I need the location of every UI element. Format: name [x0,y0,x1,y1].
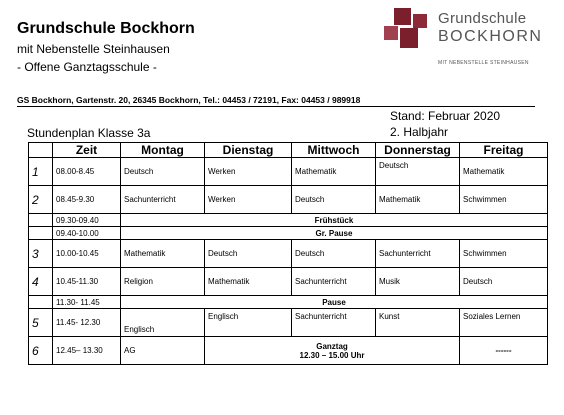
lesson-cell: AG [121,337,205,365]
column-header-dienstag: Dienstag [205,143,292,158]
break-label: Pause [121,296,548,309]
stand-date: Stand: Februar 2020 [390,109,501,123]
lesson-time: 08.45-9.30 [53,186,121,214]
table-row [29,186,548,214]
lesson-number: 2 [29,186,53,214]
lesson-cell: Sachunterricht [376,240,460,268]
logo-text-line1: Grundschule [438,10,527,27]
lesson-cell: Sachunterricht [292,309,376,337]
break-row [29,214,548,227]
table-row [29,337,548,365]
lesson-number: 3 [29,240,53,268]
logo-text-line2: BOCKHORN [438,28,543,45]
table-row [29,268,548,296]
column-header-num [29,143,53,158]
lesson-cell: Mathematik [121,240,205,268]
address-divider [17,106,535,107]
school-name: Grundschule Bockhorn [17,20,195,37]
ganztag-time: 12.30 – 15.00 Uhr [299,350,365,360]
timetable-title: Stundenplan Klasse 3a [27,126,151,140]
lesson-cell: Werken [205,186,292,214]
column-header-mittwoch: Mittwoch [292,143,376,158]
lesson-time: 08.00-8.45 [53,158,121,186]
lesson-time: 10.00-10.45 [53,240,121,268]
lesson-cell: Mathematik [460,158,548,186]
lesson-cell: Sachunterricht [121,186,205,214]
lesson-cell: Kunst [376,309,460,337]
lesson-cell: Deutsch [376,158,460,186]
table-row [29,240,548,268]
school-address: GS Bockhorn, Gartenstr. 20, 26345 Bockhorn, Tel.: 04453 / 72191, Fax: 04453 / 989918 [17,95,361,105]
lesson-cell: Mathematik [376,186,460,214]
lesson-time: 12.45– 13.30 [53,337,121,365]
table-row [29,309,548,337]
timetable [28,142,548,365]
lesson-cell: Musik [376,268,460,296]
lesson-number [29,296,53,309]
column-header-freitag: Freitag [460,143,548,158]
logo-mark-icon [384,8,430,50]
lesson-cell: Mathematik [205,268,292,296]
lesson-cell: Soziales Lernen [460,309,548,337]
logo-text-line3: MIT NEBENSTELLE STEINHAUSEN [438,60,529,66]
column-header-donnerstag: Donnerstag [376,143,460,158]
header-row [29,143,548,158]
lesson-cell: Werken [205,158,292,186]
lesson-cell: Schwimmen [460,186,548,214]
school-logo [384,8,558,72]
column-header-zeit: Zeit [53,143,121,158]
lesson-cell: Deutsch [205,240,292,268]
ganztag-cell [205,337,460,365]
table-row [29,158,548,186]
lesson-number [29,214,53,227]
break-row [29,227,548,240]
lesson-time: 11.45- 12.30 [53,309,121,337]
lesson-cell: Deutsch [121,158,205,186]
lesson-time: 10.45-11.30 [53,268,121,296]
lesson-cell: Mathematik [292,158,376,186]
break-time: 09.40-10.00 [53,227,121,240]
lesson-cell: ------ [460,337,548,365]
break-time: 11.30- 11.45 [53,296,121,309]
lesson-number: 5 [29,309,53,337]
school-type: - Offene Ganztagsschule - [17,60,157,74]
lesson-cell: Religion [121,268,205,296]
lesson-number: 4 [29,268,53,296]
lesson-cell: Deutsch [460,268,548,296]
lesson-number: 1 [29,158,53,186]
break-row [29,296,548,309]
break-label: Frühstück [121,214,548,227]
lesson-cell: Sachunterricht [292,268,376,296]
ganztag-label: Ganztag [316,341,348,351]
lesson-number: 6 [29,337,53,365]
column-header-montag: Montag [121,143,205,158]
school-subtitle: mit Nebenstelle Steinhausen [17,42,170,56]
lesson-cell: Deutsch [292,186,376,214]
lesson-cell: Schwimmen [460,240,548,268]
semester-label: 2. Halbjahr [390,125,449,139]
lesson-number [29,227,53,240]
lesson-cell: Englisch [205,309,292,337]
break-label: Gr. Pause [121,227,548,240]
lesson-cell: Englisch [121,309,205,337]
lesson-cell: Deutsch [292,240,376,268]
break-time: 09.30-09.40 [53,214,121,227]
